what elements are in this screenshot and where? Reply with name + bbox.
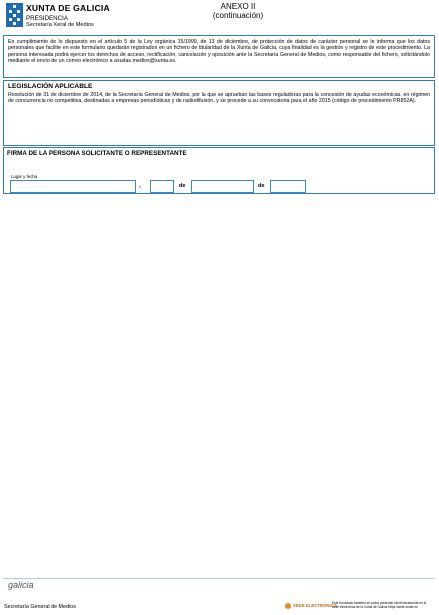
day-field[interactable]: [150, 180, 174, 193]
xunta-shield-logo-icon: [6, 3, 23, 27]
subdepartment-name: Secretaría Xeral de Medios: [26, 22, 94, 28]
place-date-label: Lugar y fecha: [11, 174, 38, 179]
annex-title-line1: ANEXO II: [220, 2, 256, 11]
year-field[interactable]: [270, 180, 306, 193]
legislation-box: [3, 80, 435, 146]
comma-separator: ,: [139, 183, 141, 189]
footer-department: Secretaría General de Medios: [4, 604, 76, 610]
signature-title: FIRMA DE LA PERSONA SOLICITANTE O REPRESENTANTE: [7, 150, 187, 157]
org-name: XUNTA DE GALICIA: [26, 3, 110, 13]
month-field[interactable]: [191, 180, 254, 193]
sede-electronica-icon: [285, 603, 291, 609]
de-separator-1: de: [179, 183, 186, 189]
footer-note: Este formulario también se podrá presentar electrónicamente en la sede electrónica de la Xunta de Galicia https://sede.xunta.es: [332, 601, 427, 609]
de-separator-2: de: [258, 183, 265, 189]
legislation-title: LEGISLACIÓN APLICABLE: [8, 83, 93, 90]
data-protection-box: [3, 35, 435, 78]
data-protection-text: En cumplimiento de lo dispuesto en el artículo 5 de la Ley orgánica 15/1999, de 13 de diciembre, de protección de datos de carácter personal se le informa que los datos personales que facilite en este formulario quedarán registrados en un fichero de titularidad de la Xunta de Galicia, cuya finalidad es la gestión y registro de este procedimiento. La persona interesada podrá ejercer los derechos de acceso, rectificación, cancelación y oposición ante la Secretaría General de Medios, como responsable del fichero, solicitándolo mediante el envío de un correo electrónico a axudas.medios@xunta.es.: [8, 39, 430, 64]
annex-title-line2: (continuación): [212, 11, 264, 20]
footer-divider: [3, 578, 435, 579]
legislation-text: Resolución de 31 de diciembre de 2014, de la Secretaría General de Medios, por la que se aprueban las bases reguladoras para la concesión de ayudas económicas, en régimen de concurrencia no competitiva, destinadas a empresas periodísticas y de radiodifusión, y se procede a su convocatoria para el año 2015 (código de procedimiento PR852A).: [8, 92, 430, 105]
galicia-logo: galicia: [8, 580, 34, 590]
sede-electronica-label: SEDE ELECTRÓNICA: [293, 603, 337, 608]
department-name: PRESIDENCIA: [26, 15, 68, 22]
annex-title: [188, 2, 288, 20]
place-field[interactable]: [10, 180, 136, 193]
